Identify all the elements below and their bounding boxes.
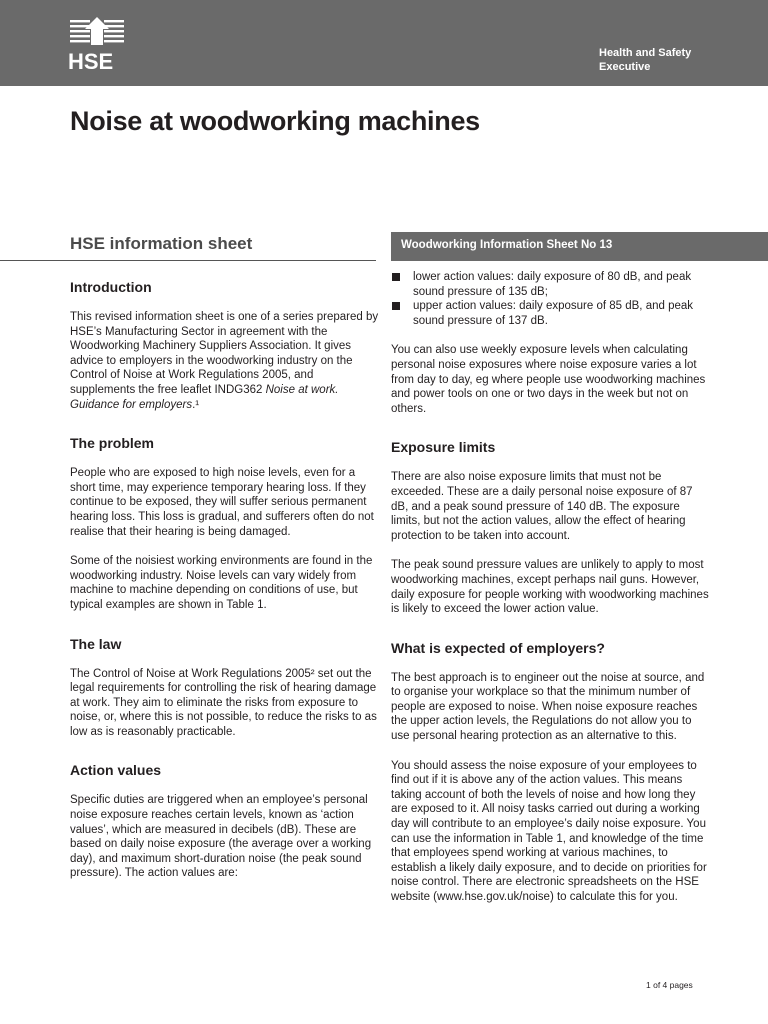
- problem-paragraph-2: Some of the noisiest working environments are found in the woodworking industry. Noise levels can vary widely from machine to machine depending on conditions of use, but typical examples are shown in Table 1.: [70, 555, 373, 611]
- exposure-limits-paragraph-1: There are also noise exposure limits that must not be exceeded. These are a daily personal noise exposure of 87 dB, and a peak sound pressure of 140 dB. The exposure limits, but not the action values, allow the effect of hearing protection to be taken into account.: [391, 471, 693, 542]
- employers-paragraph-2: You should assess the noise exposure of your employees to find out if it is above any of the action values. This means taking account of both the levels of noise and how long they are exposed to it. All noisy tasks carried out during a working day will contribute to an employee’s daily noise exposure. You can use the information in Table 1, and knowledge of the time that employees spend working at various machines, to establish a likely daily exposure, and to decide on priorities for noise control. There are electronic spreadsheets on the HSE website (www.hse.gov.uk/noise) to calculate this for you.: [391, 759, 707, 903]
- section-heading-exposure-limits: Exposure limits: [391, 439, 496, 456]
- footnote-ref: .¹: [192, 398, 200, 411]
- introduction-text: This revised information sheet is one of a series prepared by HSE’s Manufacturing Sector in agreement with the Woodworking Machinery Suppliers Association. It gives advice to employers in the woodworking industry on the Control of Noise at Work Regulations 2005, and supplements the free leaflet INDG362: [70, 311, 379, 396]
- section-heading-law: The law: [70, 635, 122, 652]
- info-sheet-label: HSE information sheet: [70, 234, 253, 253]
- section-heading-employers: What is expected of employers?: [391, 639, 605, 656]
- list-item-text: upper action values: daily exposure of 85 dB, and peak sound pressure of 137 dB.: [413, 300, 694, 327]
- bullet-square-icon: [392, 302, 400, 310]
- right-column: [391, 270, 711, 905]
- introduction-paragraph: [70, 310, 380, 412]
- list-item: [391, 299, 711, 328]
- section-heading-problem: The problem: [70, 435, 155, 452]
- weekly-exposure-paragraph: You can also use weekly exposure levels when calculating personal noise exposures where noise exposure varies a lot from day to day, eg where people use woodworking machines and power tools on one or two days in the week but not on others.: [391, 344, 706, 415]
- exposure-limits-paragraph-2: The peak sound pressure values are unlikely to apply to most woodworking machines, except perhaps nail guns. However, daily exposure for people working with woodworking machines is likely to exceed the lower action value.: [391, 559, 709, 616]
- bullet-square-icon: [392, 273, 400, 281]
- left-column: [70, 278, 380, 881]
- problem-paragraph-1: People who are exposed to high noise levels, even for a short time, may experience temporary hearing loss. If they continue to be exposed, they will suffer serious permanent hearing loss. This loss is gradual, and sufferers often do not realise that their hearing is being damaged.: [70, 467, 374, 538]
- header-bar: [0, 0, 768, 86]
- organisation-name: [599, 46, 691, 74]
- page-number: 1 of 4 pages: [646, 980, 693, 990]
- section-heading-action-values: Action values: [70, 762, 162, 779]
- action-values-paragraph: Specific duties are triggered when an employee’s personal noise exposure reaches certain levels, known as ‘action values’, which are measured in decibels (dB). These are based on daily noise exposure (the average over a working day), and maximum short-duration noise (the peak sound pressure). The action values are:: [70, 794, 372, 880]
- document-title: Noise at woodworking machines: [70, 106, 480, 136]
- sheet-number: Woodworking Information Sheet No 13: [401, 239, 613, 251]
- action-values-list: [391, 270, 711, 328]
- list-item-text: lower action values: daily exposure of 80 dB, and peak sound pressure of 135 dB;: [413, 271, 692, 298]
- divider: [0, 260, 376, 261]
- list-item: [391, 270, 711, 299]
- sheet-number-bar: [391, 232, 768, 261]
- employers-paragraph-1: The best approach is to engineer out the noise at source, and to organise your workplace so that the minimum number of people are exposed to noise. When noise exposure reaches the upper action levels, the Regulations do not allow you to use personal hearing protection as an alternative to this.: [391, 671, 705, 743]
- organisation-name-line1: Health and Safety: [599, 47, 692, 59]
- leaflet-title: Noise at work. Guidance for employers: [70, 383, 339, 411]
- law-paragraph: The Control of Noise at Work Regulations 2005² set out the legal requirements for controlling the risk of hearing damage at work. They aim to eliminate the risks from exposure to noise, or, where this is not possible, to reduce the risks to as low as is reasonably practicable.: [70, 667, 377, 738]
- section-heading-introduction: Introduction: [70, 279, 152, 295]
- organisation-name-line2: Executive: [599, 61, 651, 73]
- logo-text: HSE: [68, 49, 114, 74]
